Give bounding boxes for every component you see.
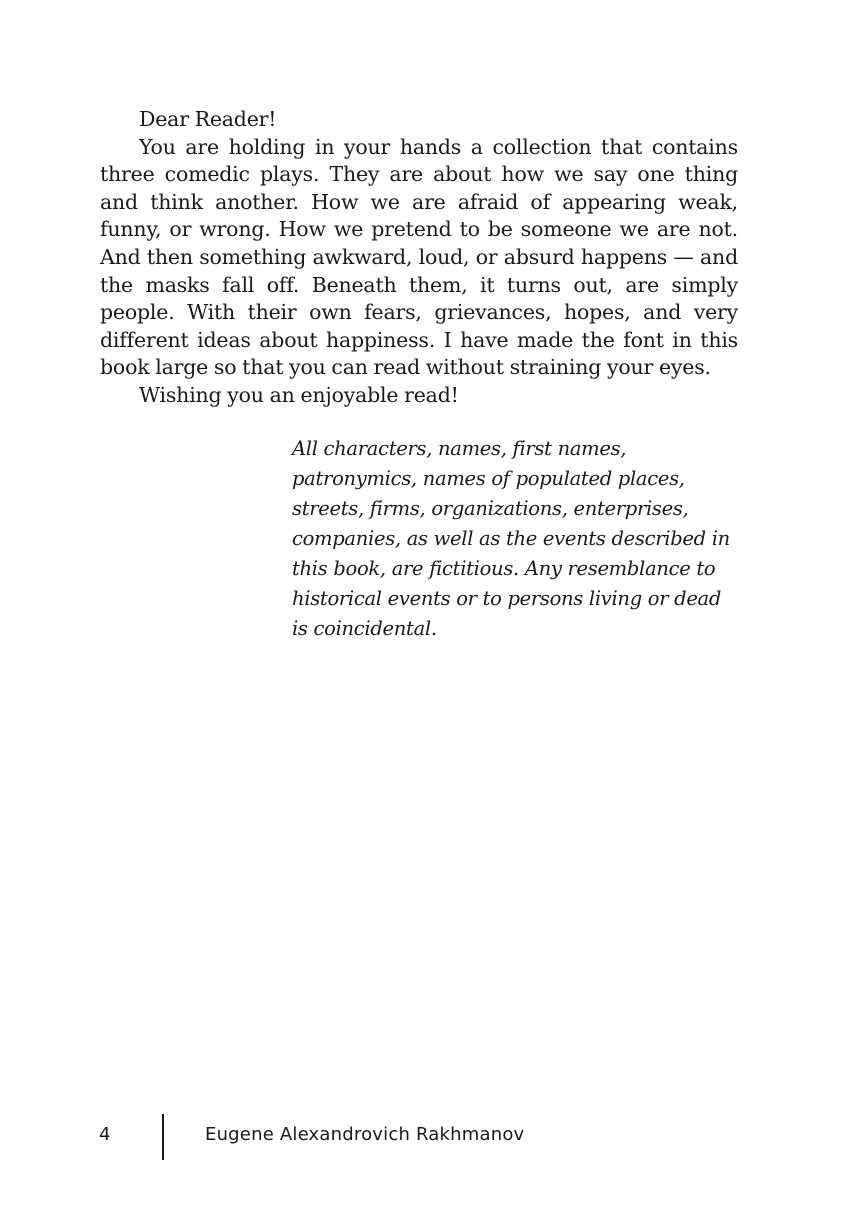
letter-closing: Wishing you an enjoyable read! <box>139 382 459 407</box>
letter-to-reader <box>100 106 738 410</box>
letter-body: You are holding in your hands a collection that contains three comedic plays. They are about how we say one thing and think another. How we are afraid of appearing weak, funny, or wrong. How we pretend to be someone we are not. And then something awkward, loud, or absurd happens — and the masks fall off. Beneath them, it turns out, are simply people. With their own fears, grievances, hopes, and very different ideas about happiness. I have made the font in this book large so that you can read without straining your eyes. <box>100 134 738 380</box>
disclaimer-text: All characters, names, first names, patronymics, names of populated places, streets, firms, organizations, enterprises, companies, as well as the events described in this book, are fictitious. Any resemblance to historical events or to persons living or dead is coincidental. <box>292 437 730 640</box>
fiction-disclaimer <box>292 434 732 644</box>
page-number: 4 <box>99 1124 111 1145</box>
author-name: Eugene Alexandrovich Rakhmanov <box>205 1124 525 1145</box>
footer-divider <box>162 1114 164 1160</box>
page-footer <box>0 1114 856 1160</box>
letter-greeting: Dear Reader! <box>139 107 277 131</box>
